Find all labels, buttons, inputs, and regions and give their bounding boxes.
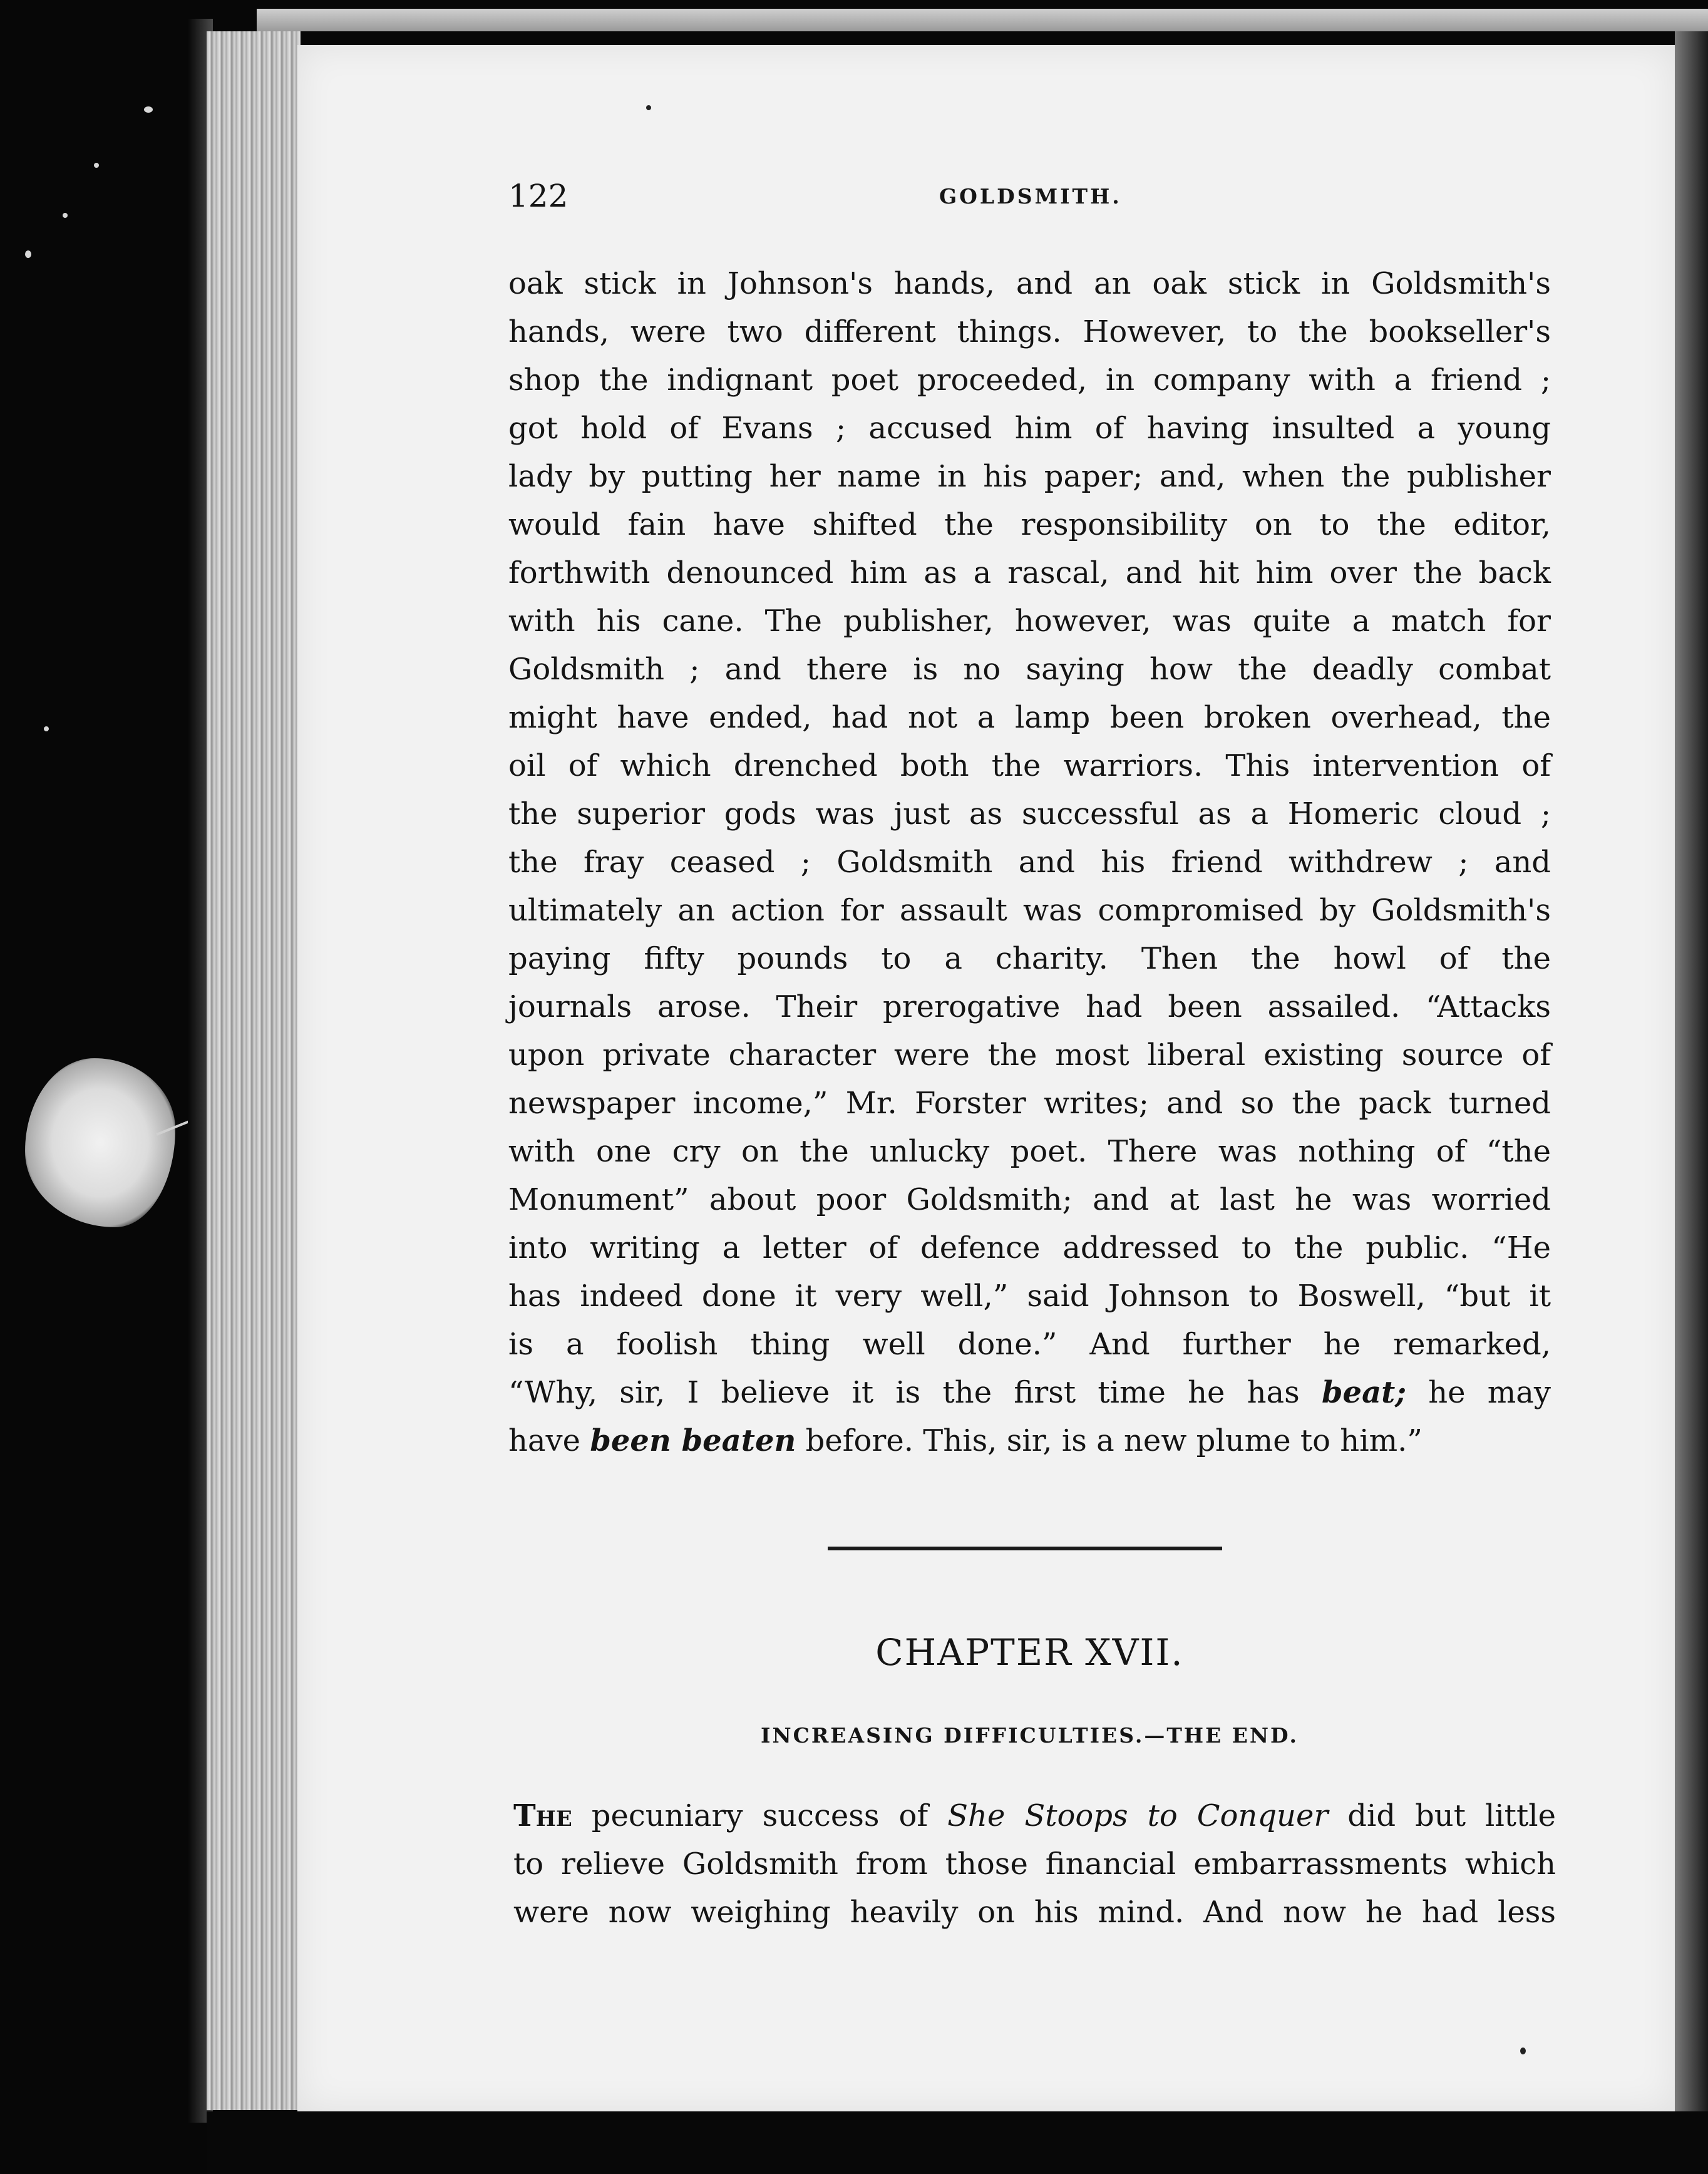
chapter-dropcap: The	[513, 1798, 572, 1833]
ink-dot	[1520, 2048, 1526, 2054]
book-top-edge	[257, 9, 1708, 31]
text-line: Goldsmith ; and there is no saying how the deadly combat	[508, 652, 1551, 687]
text-line: journals arose. Their prerogative had been assailed. “Attacks	[508, 989, 1551, 1024]
text-line: would fain have shifted the responsibility on to the editor,	[508, 507, 1551, 542]
text-line: has indeed done it very well,” said Johnson to Boswell, “but it	[508, 1279, 1551, 1314]
text-line: is a foolish thing well done.” And further he remarked,	[508, 1327, 1551, 1362]
paper-blot	[25, 1058, 175, 1227]
text-line: hands, were two different things. However, to the bookseller's	[508, 314, 1551, 349]
text-run: have	[508, 1423, 590, 1458]
text-line: oak stick in Johnson's hands, and an oak stick in Goldsmith's	[508, 266, 1551, 301]
text-line	[508, 1417, 1551, 1465]
italic-text: been beaten	[590, 1423, 796, 1458]
text-run: pecuniary success of	[572, 1798, 948, 1833]
scan-speck	[63, 213, 68, 218]
text-line: shop the indignant poet proceeded, in company with a friend ;	[508, 363, 1551, 398]
text-line: with one cry on the unlucky poet. There was nothing of “the	[508, 1134, 1551, 1169]
text-line: to relieve Goldsmith from those financial embarrassments which	[513, 1847, 1556, 1882]
chapter-title: CHAPTER XVII.	[875, 1631, 1184, 1674]
text-line: with his cane. The publisher, however, was quite a match for	[508, 604, 1551, 639]
page-number: 122	[508, 178, 568, 214]
ink-dot	[646, 105, 651, 110]
text-line: ultimately an action for assault was compromised by Goldsmith's	[508, 893, 1551, 928]
book-right-edge	[1675, 31, 1708, 2123]
chapter-subtitle: INCREASING DIFFICULTIES.—THE END.	[761, 1723, 1299, 1748]
scan-speck	[144, 106, 153, 113]
text-line: oil of which drenched both the warriors. This intervention of	[508, 748, 1551, 783]
section-rule	[828, 1547, 1222, 1550]
page-header	[508, 175, 1708, 225]
text-run: did but little	[1328, 1798, 1556, 1833]
body-text	[508, 260, 1551, 1465]
text-line: the fray ceased ; Goldsmith and his friend withdrew ; and	[508, 845, 1551, 880]
text-line: got hold of Evans ; accused him of having insulted a young	[508, 411, 1551, 446]
text-line: Monument” about poor Goldsmith; and at last he was worried	[508, 1182, 1551, 1217]
text-line: lady by putting her name in his paper; and, when the publisher	[508, 459, 1551, 494]
text-line	[508, 1369, 1551, 1417]
text-line: forthwith denounced him as a rascal, and hit him over the back	[508, 555, 1551, 590]
scan-speck	[44, 726, 49, 731]
text-line: were now weighing heavily on his mind. And now he had less	[513, 1895, 1556, 1930]
text-line: upon private character were the most liberal existing source of	[508, 1038, 1551, 1073]
scan-speck	[94, 163, 99, 168]
running-head: GOLDSMITH.	[939, 184, 1122, 209]
book-bottom-edge	[207, 2111, 1708, 2174]
text-line: might have ended, had not a lamp been broken overhead, the	[508, 700, 1551, 735]
text-line: newspaper income,” Mr. Forster writes; and so the pack turned	[508, 1086, 1551, 1121]
page-edges	[207, 31, 301, 2110]
text-run: he may	[1406, 1375, 1551, 1410]
text-line: the superior gods was just as successful as a Homeric cloud ;	[508, 796, 1551, 832]
text-line	[513, 1792, 1556, 1840]
text-run: before. This, sir, is a new plume to him.”	[796, 1423, 1422, 1458]
italic-text: She Stoops to Conquer	[947, 1798, 1329, 1833]
scan-speck	[25, 250, 31, 258]
text-line: into writing a letter of defence addressed to the public. “He	[508, 1230, 1551, 1265]
text-line: paying fifty pounds to a charity. Then the howl of the	[508, 941, 1551, 976]
italic-text: beat;	[1321, 1375, 1407, 1410]
text-run: “Why, sir, I believe it is the first time he has	[508, 1375, 1322, 1410]
chapter-text	[513, 1792, 1556, 1937]
